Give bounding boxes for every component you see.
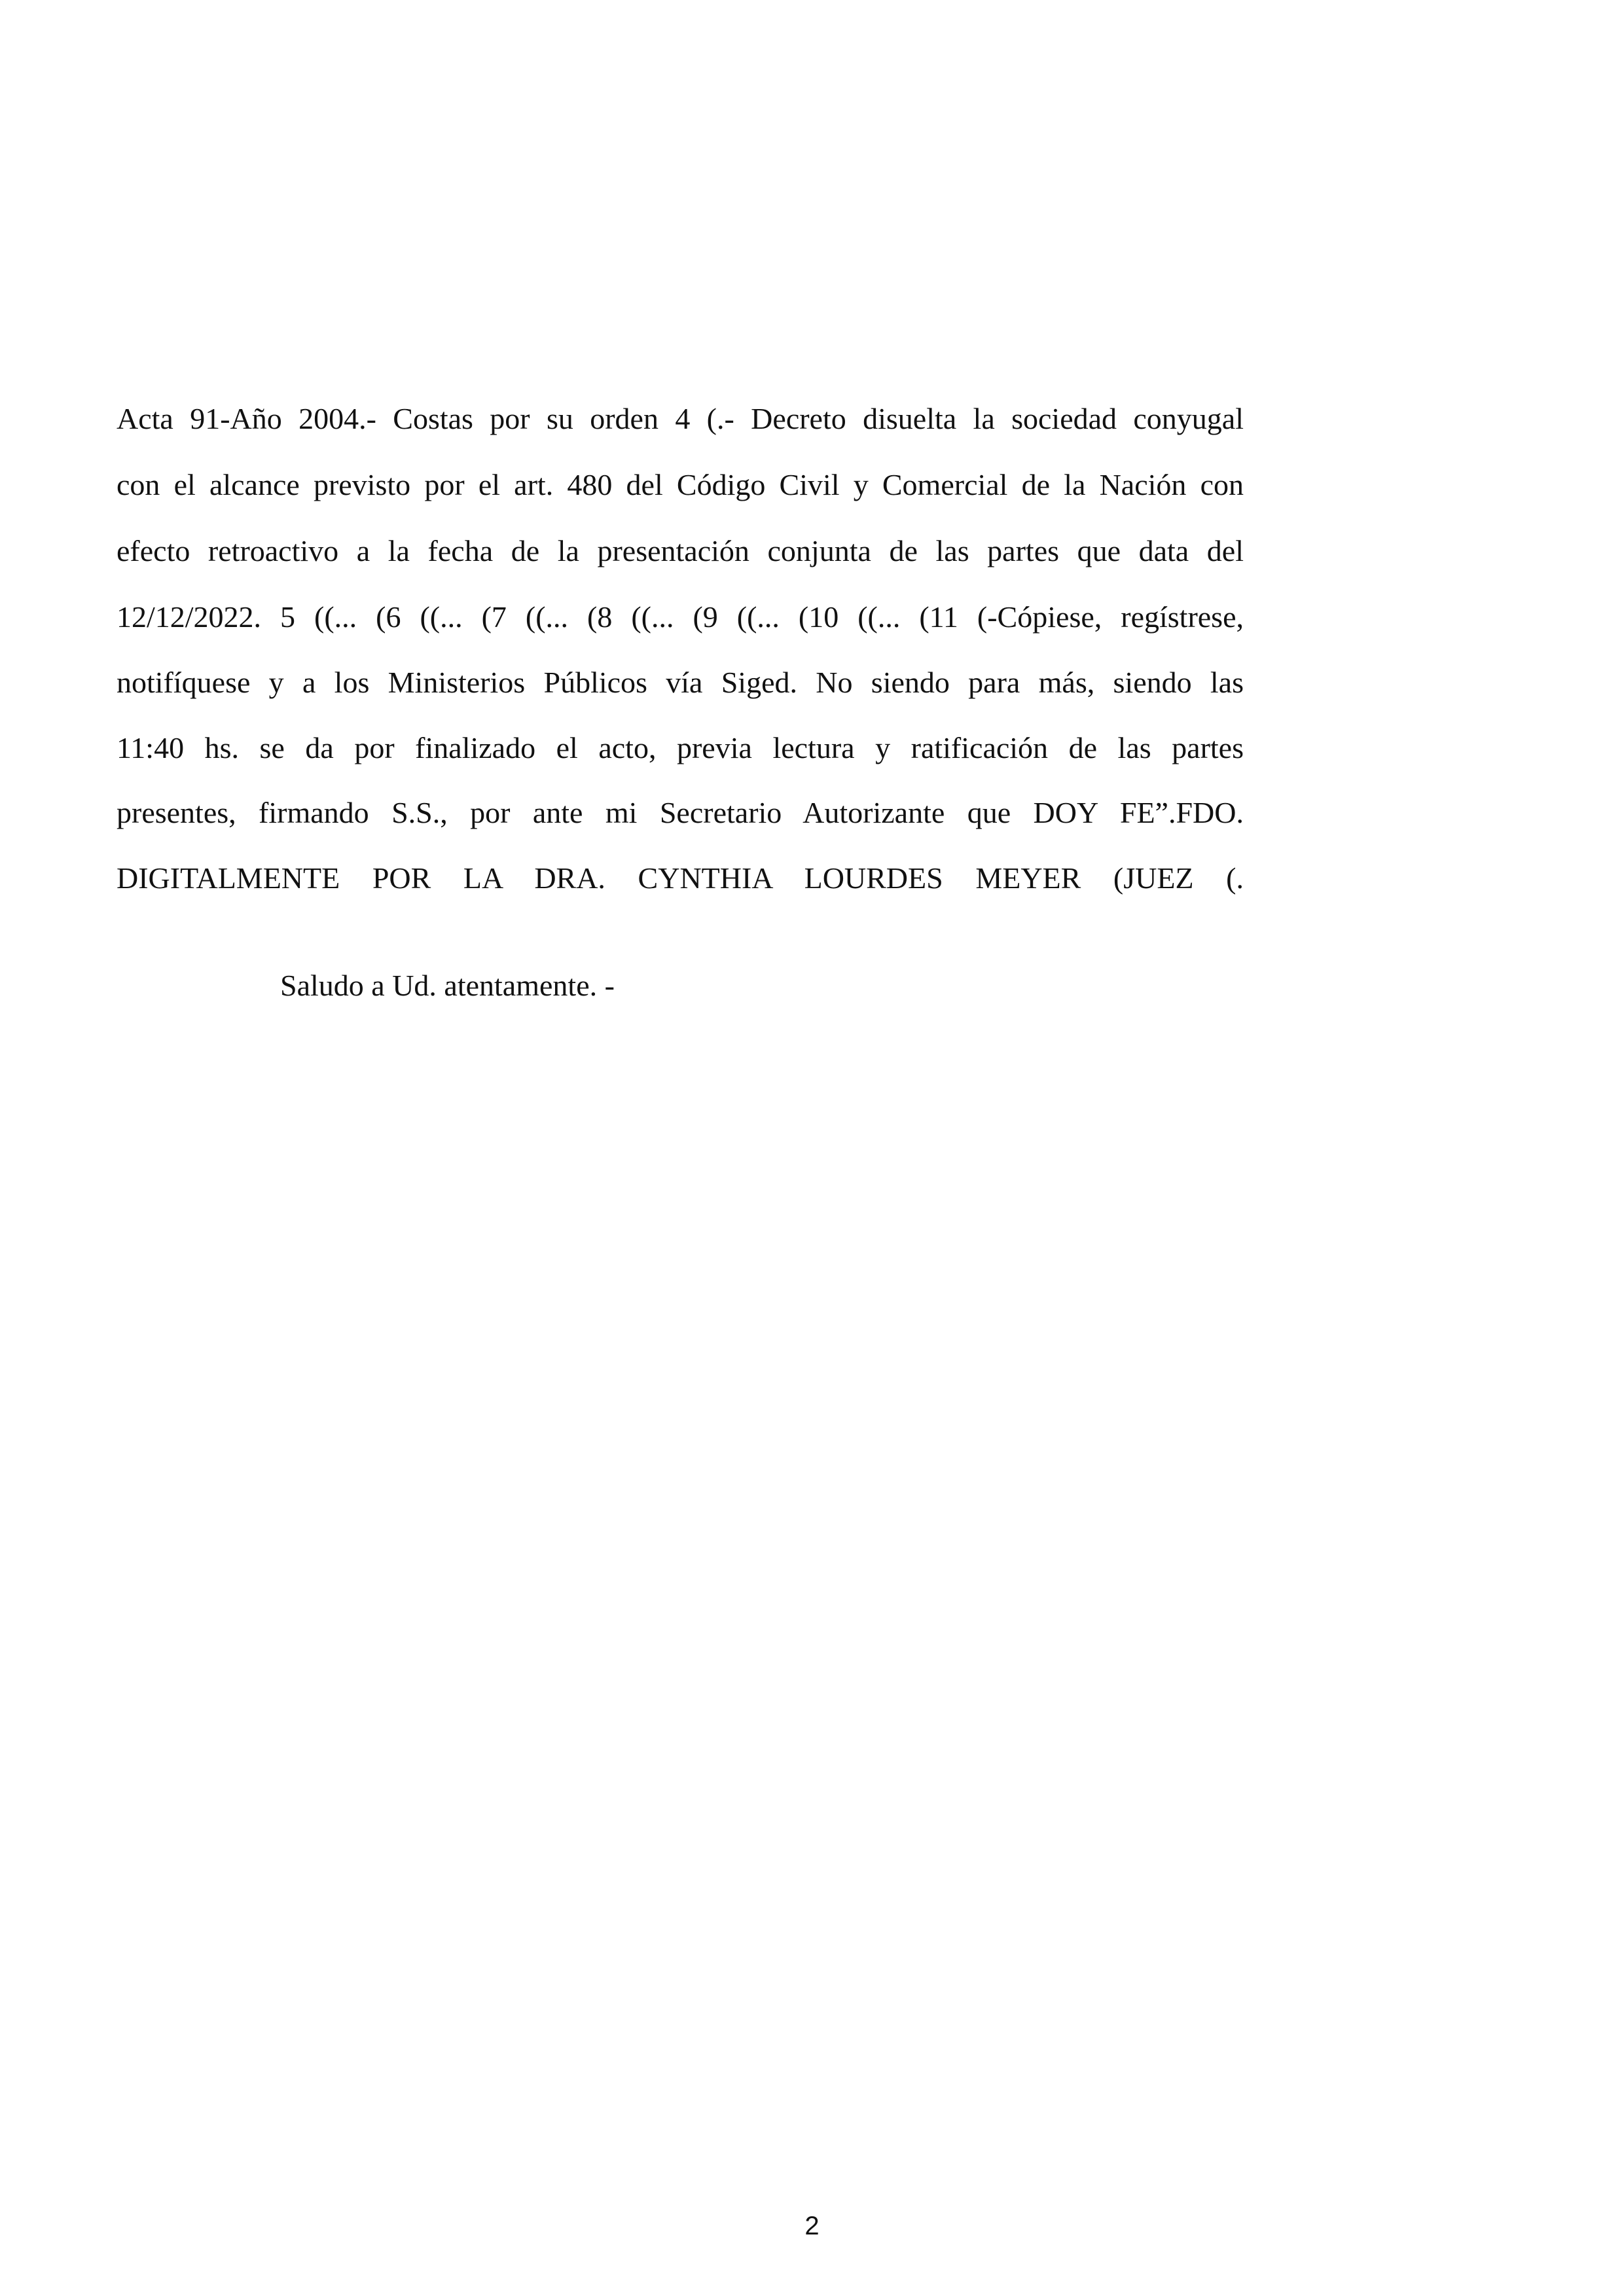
paragraph-line-8: DIGITALMENTE POR LA DRA. CYNTHIA LOURDES MEYER (JUEZ (. [117,861,1244,895]
paragraph-line-1: Acta 91-Año 2004.- Costas por su orden 4 (.- Decreto disuelta la sociedad conyugal [117,402,1244,435]
closing-salutation: Saludo a Ud. atentamente. - [280,969,615,1002]
paragraph-line-2: con el alcance previsto por el art. 480 del Código Civil y Comercial de la Nación con [117,468,1244,501]
paragraph-line-6: 11:40 hs. se da por finalizado el acto, previa lectura y ratificación de las partes [117,731,1244,764]
paragraph-line-7: presentes, firmando S.S., por ante mi Secretario Autorizante que DOY FE”.FDO. [117,796,1244,829]
paragraph-line-3: efecto retroactivo a la fecha de la presentación conjunta de las partes que data del [117,534,1244,567]
page-number: 2 [804,2212,820,2240]
paragraph-line-5: notifíquese y a los Ministerios Públicos vía Siged. No siendo para más, siendo las [117,666,1244,699]
paragraph-line-4: 12/12/2022. 5 ((... (6 ((... (7 ((... (8 ((... (9 ((... (10 ((... (11 (-Cópiese, regístrese, [117,600,1244,634]
